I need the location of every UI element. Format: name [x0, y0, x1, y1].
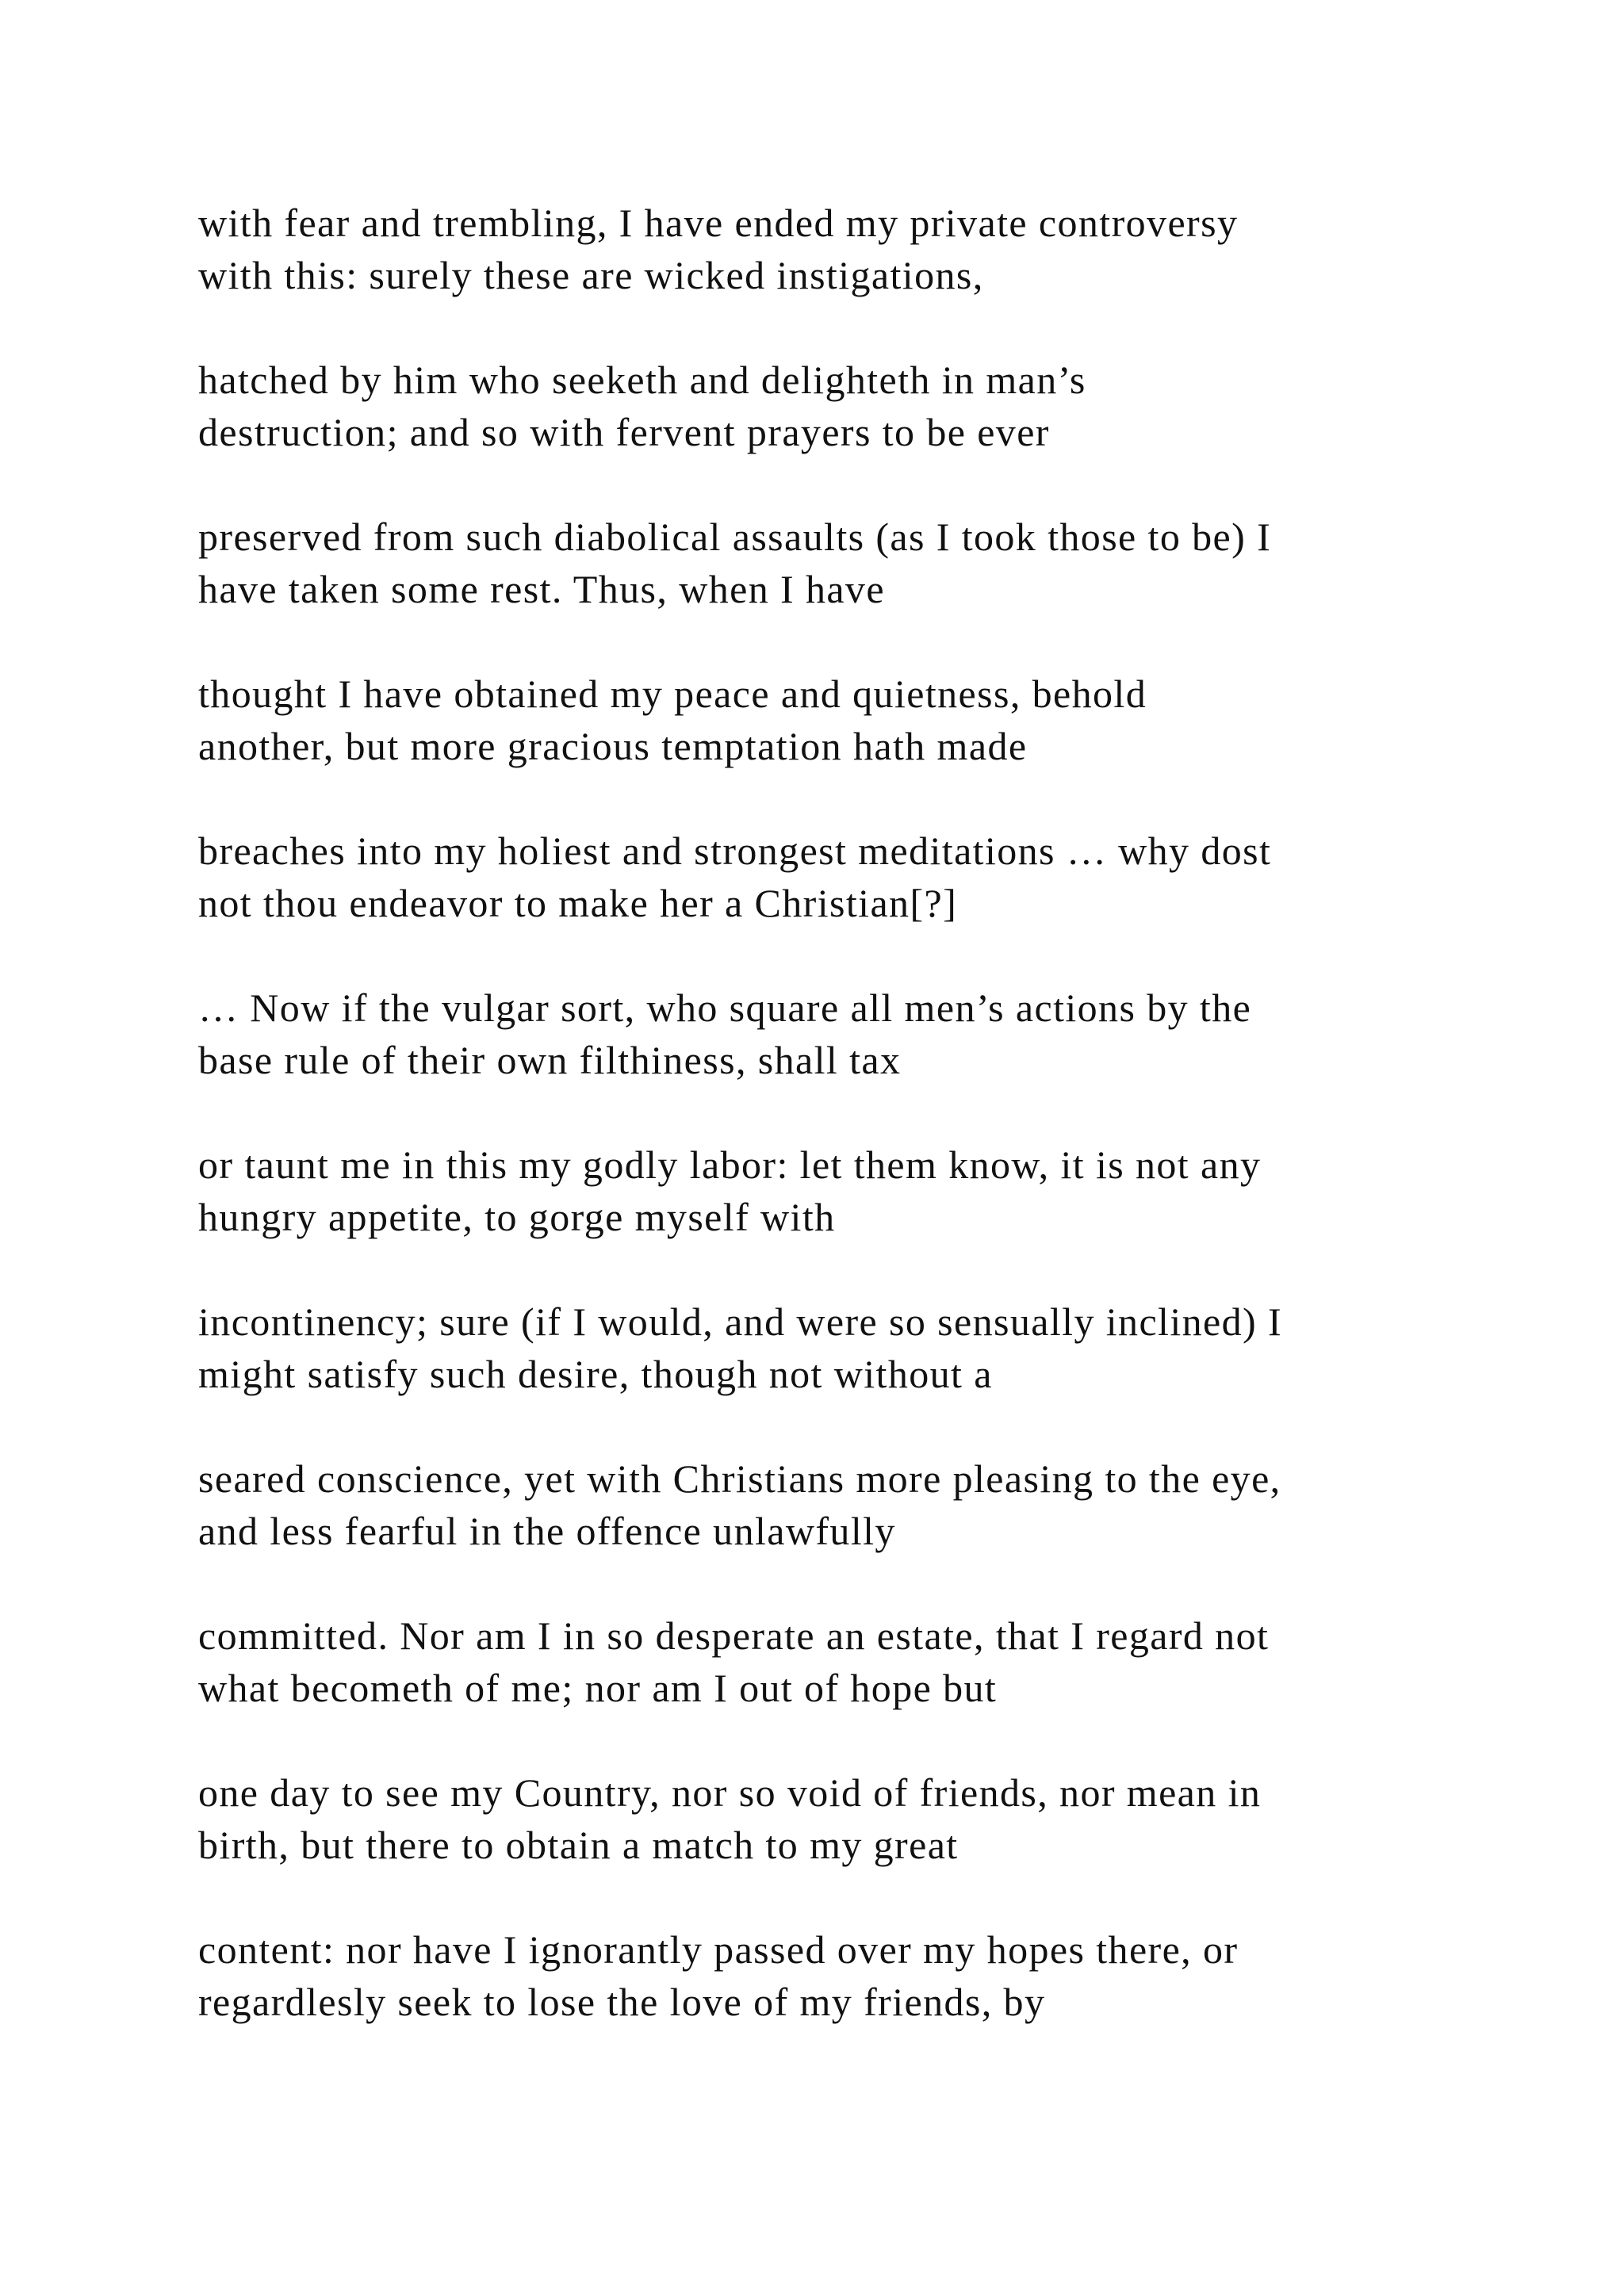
text-line: breaches into my holiest and strongest meditations … why dost	[198, 828, 1272, 873]
text-line: thought I have obtained my peace and quietness, behold	[198, 672, 1147, 716]
text-line: have taken some rest. Thus, when I have	[198, 567, 885, 611]
text-line: hungry appetite, to gorge myself with	[198, 1195, 836, 1239]
paragraph	[198, 197, 1483, 301]
text-line: another, but more gracious temptation hath made	[198, 724, 1028, 768]
paragraph	[198, 825, 1483, 929]
paragraph	[198, 1766, 1483, 1871]
paragraph	[198, 982, 1483, 1086]
text-line: … Now if the vulgar sort, who square all men’s actions by the	[198, 985, 1252, 1030]
text-line: incontinency; sure (if I would, and were so sensually inclined) I	[198, 1299, 1283, 1344]
paragraph	[198, 1609, 1483, 1714]
text-line: not thou endeavor to make her a Christian[?]	[198, 881, 958, 925]
text-line: with this: surely these are wicked instigations,	[198, 253, 984, 297]
text-line: destruction; and so with fervent prayers to be ever	[198, 410, 1050, 454]
text-line: birth, but there to obtain a match to my great	[198, 1823, 959, 1867]
paragraph	[198, 668, 1483, 772]
text-line: committed. Nor am I in so desperate an estate, that I regard not	[198, 1613, 1270, 1658]
paragraph	[198, 1452, 1483, 1557]
document-text-body	[198, 197, 1483, 2080]
text-line: preserved from such diabolical assaults (as I took those to be) I	[198, 515, 1272, 559]
text-line: content: nor have I ignorantly passed over my hopes there, or	[198, 1927, 1239, 1972]
text-line: hatched by him who seeketh and delighteth in man’s	[198, 358, 1086, 402]
paragraph	[198, 1138, 1483, 1243]
paragraph	[198, 1923, 1483, 2028]
text-line: one day to see my Country, nor so void of friends, nor mean in	[198, 1770, 1262, 1815]
paragraph	[198, 1295, 1483, 1400]
paragraph	[198, 511, 1483, 615]
text-line: seared conscience, yet with Christians more pleasing to the eye,	[198, 1456, 1281, 1501]
paragraph	[198, 354, 1483, 458]
text-line: and less fearful in the offence unlawfully	[198, 1509, 896, 1553]
text-line: what becometh of me; nor am I out of hope but	[198, 1666, 998, 1710]
text-line: might satisfy such desire, though not without a	[198, 1352, 993, 1396]
text-line: or taunt me in this my godly labor: let them know, it is not any	[198, 1142, 1262, 1187]
text-line: with fear and trembling, I have ended my private controversy	[198, 201, 1239, 245]
text-line: base rule of their own filthiness, shall tax	[198, 1038, 902, 1082]
text-line: regardlesly seek to lose the love of my friends, by	[198, 1980, 1046, 2024]
